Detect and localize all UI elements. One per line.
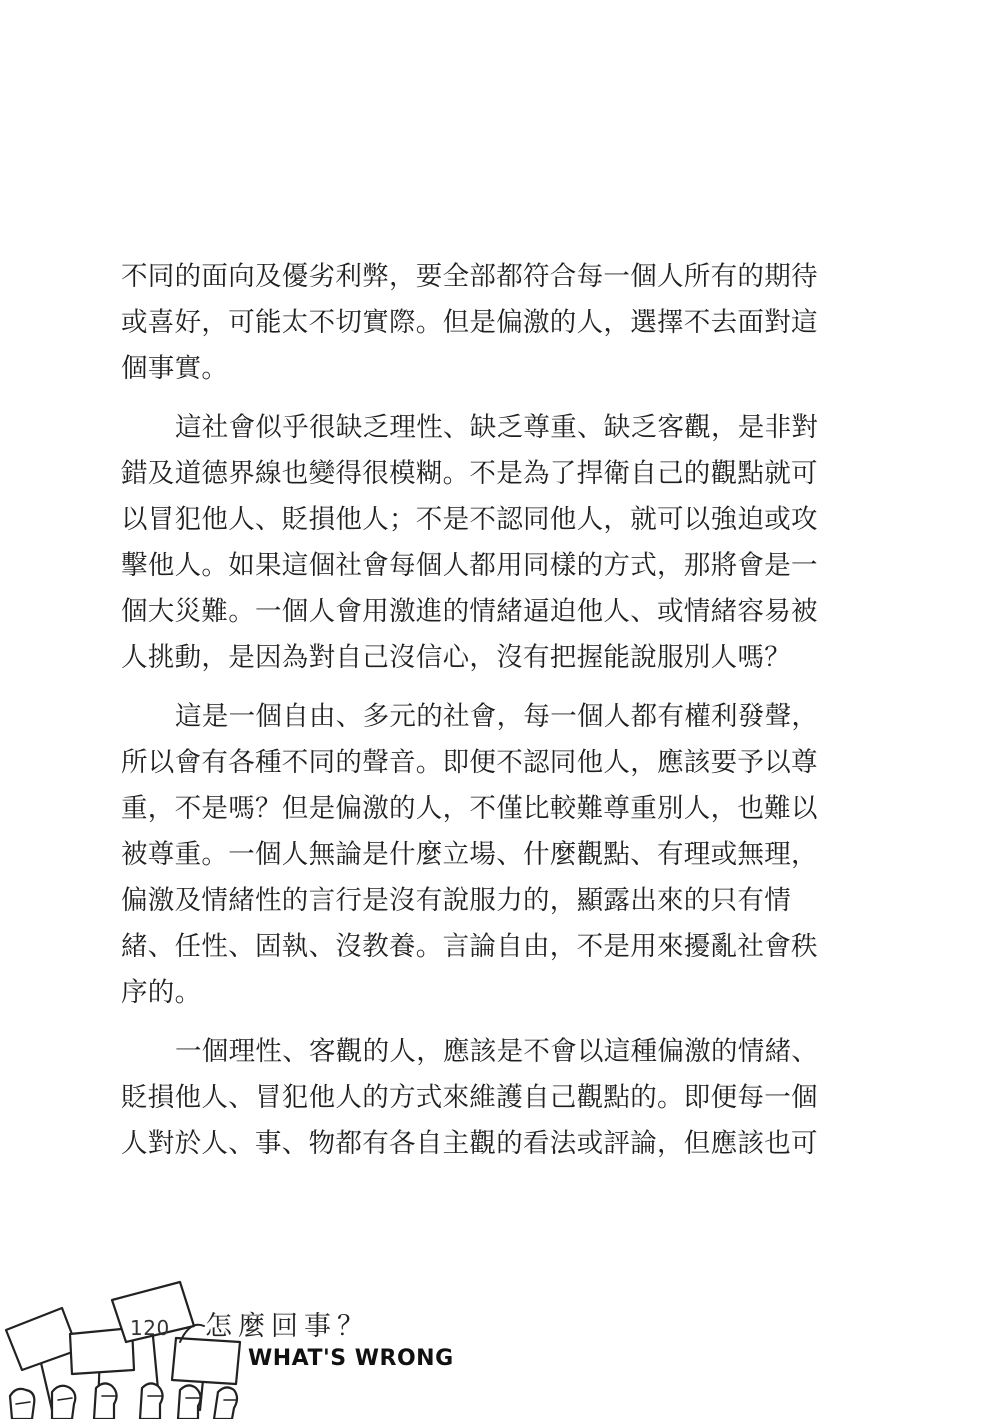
text-line: 緒、任性、固執、沒教養。言論自由，不是用來擾亂社會秩 [121,931,818,962]
text-line: 錯及道德界線也變得很模糊。不是為了捍衛自己的觀點就可 [121,458,818,489]
book-title-chinese: 怎麼回事？ [205,1311,370,1342]
text-line: 這是一個自由、多元的社會，每一個人都有權利發聲， [175,701,819,732]
text-line: 重，不是嗎？但是偏激的人，不僅比較難尊重別人，也難以 [121,793,818,824]
body-text [121,254,841,1167]
text-line: 個大災難。一個人會用激進的情緒逼迫他人、或情緒容易被 [121,596,818,627]
protest-signs-and-fists-icon [0,1270,250,1419]
text-line: 這社會似乎很缺乏理性、缺乏尊重、缺乏客觀，是非對 [175,412,819,443]
book-title-english: WHAT'S WRONG [248,1346,454,1371]
text-line: 所以會有各種不同的聲音。即便不認同他人，應該要予以尊 [121,747,818,778]
text-line: 擊他人。如果這個社會每個人都用同樣的方式，那將會是一 [121,550,818,581]
page-number: 120 [130,1316,170,1340]
text-line: 以冒犯他人、貶損他人；不是不認同他人，就可以強迫或攻 [121,504,818,535]
text-line: 一個理性、客觀的人，應該是不會以這種偏激的情緒、 [175,1036,819,1067]
text-line: 偏激及情緒性的言行是沒有說服力的，顯露出來的只有情 [121,885,791,916]
text-line: 人對於人、事、物都有各自主觀的看法或評論，但應該也可 [121,1128,818,1159]
page-footer [0,1270,460,1419]
text-line: 被尊重。一個人無論是什麼立場、什麼觀點、有理或無理， [121,839,818,870]
text-line: 不同的面向及優劣利弊，要全部都符合每一個人所有的期待 [121,261,818,292]
text-line: 貶損他人、冒犯他人的方式來維護自己觀點的。即便每一個 [121,1082,818,1113]
text-line: 人挑動，是因為對自己沒信心，沒有把握能說服別人嗎？ [121,642,791,673]
text-line: 個事實。 [121,353,229,384]
text-line: 或喜好，可能太不切實際。但是偏激的人，選擇不去面對這 [121,307,818,338]
text-line: 序的。 [121,977,202,1008]
